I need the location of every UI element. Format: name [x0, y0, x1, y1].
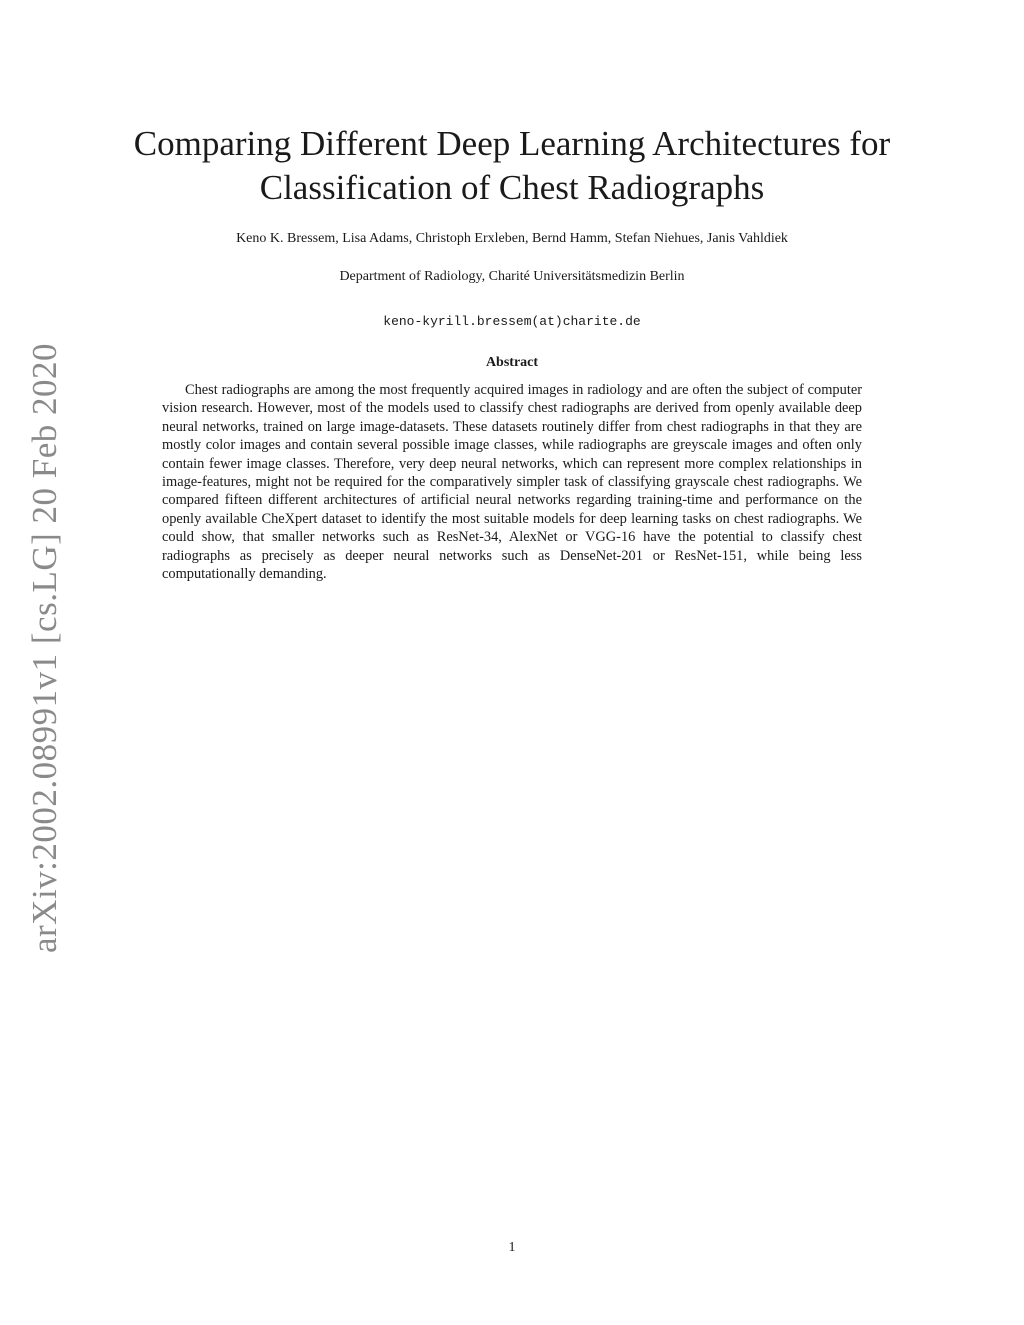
paper-title [112, 122, 912, 210]
paper-title-line-2: Classification of Chest Radiographs [259, 168, 765, 207]
paper-title-line-1: Comparing Different Deep Learning Architectures for [133, 124, 891, 163]
author-list: Keno K. Bressem, Lisa Adams, Christoph Erxleben, Bernd Hamm, Stefan Niehues, Janis Vahldiek [236, 231, 788, 246]
arxiv-identifier-stamp: arXiv:2002.08991v1 [cs.LG] 20 Feb 2020 [25, 342, 64, 954]
abstract-text: Chest radiographs are among the most frequently acquired images in radiology and are often the subject of computer vision research. However, most of the models used to classify chest radiographs are derived from openly available deep neural networks, trained on large image-datasets. These datasets routinely differ from chest radiographs in that they are mostly color images and contain several possible image classes, while radiographs are greyscale images and often only contain fewer image classes. Therefore, very deep neural networks, which can represent more complex relationships in image-features, might not be required for the comparatively simpler task of classifying grayscale chest radiographs. We compared fifteen different architectures of artificial neural networks regarding training-time and performance on the openly available CheXpert dataset to identify the most suitable models for deep learning tasks on chest radiographs. We could show, that smaller networks such as ResNet-34, AlexNet or VGG-16 have the potential to classify chest radiographs as precisely as deeper neural networks such as DenseNet-201 or ResNet-151, while being less computationally demanding. [162, 382, 862, 583]
page-number: 1 [508, 1240, 516, 1255]
contact-email: keno-kyrill.bressem(at)charite.de [383, 314, 641, 329]
affiliation: Department of Radiology, Charité Universitätsmedizin Berlin [339, 269, 685, 284]
abstract-heading: Abstract [485, 355, 539, 370]
